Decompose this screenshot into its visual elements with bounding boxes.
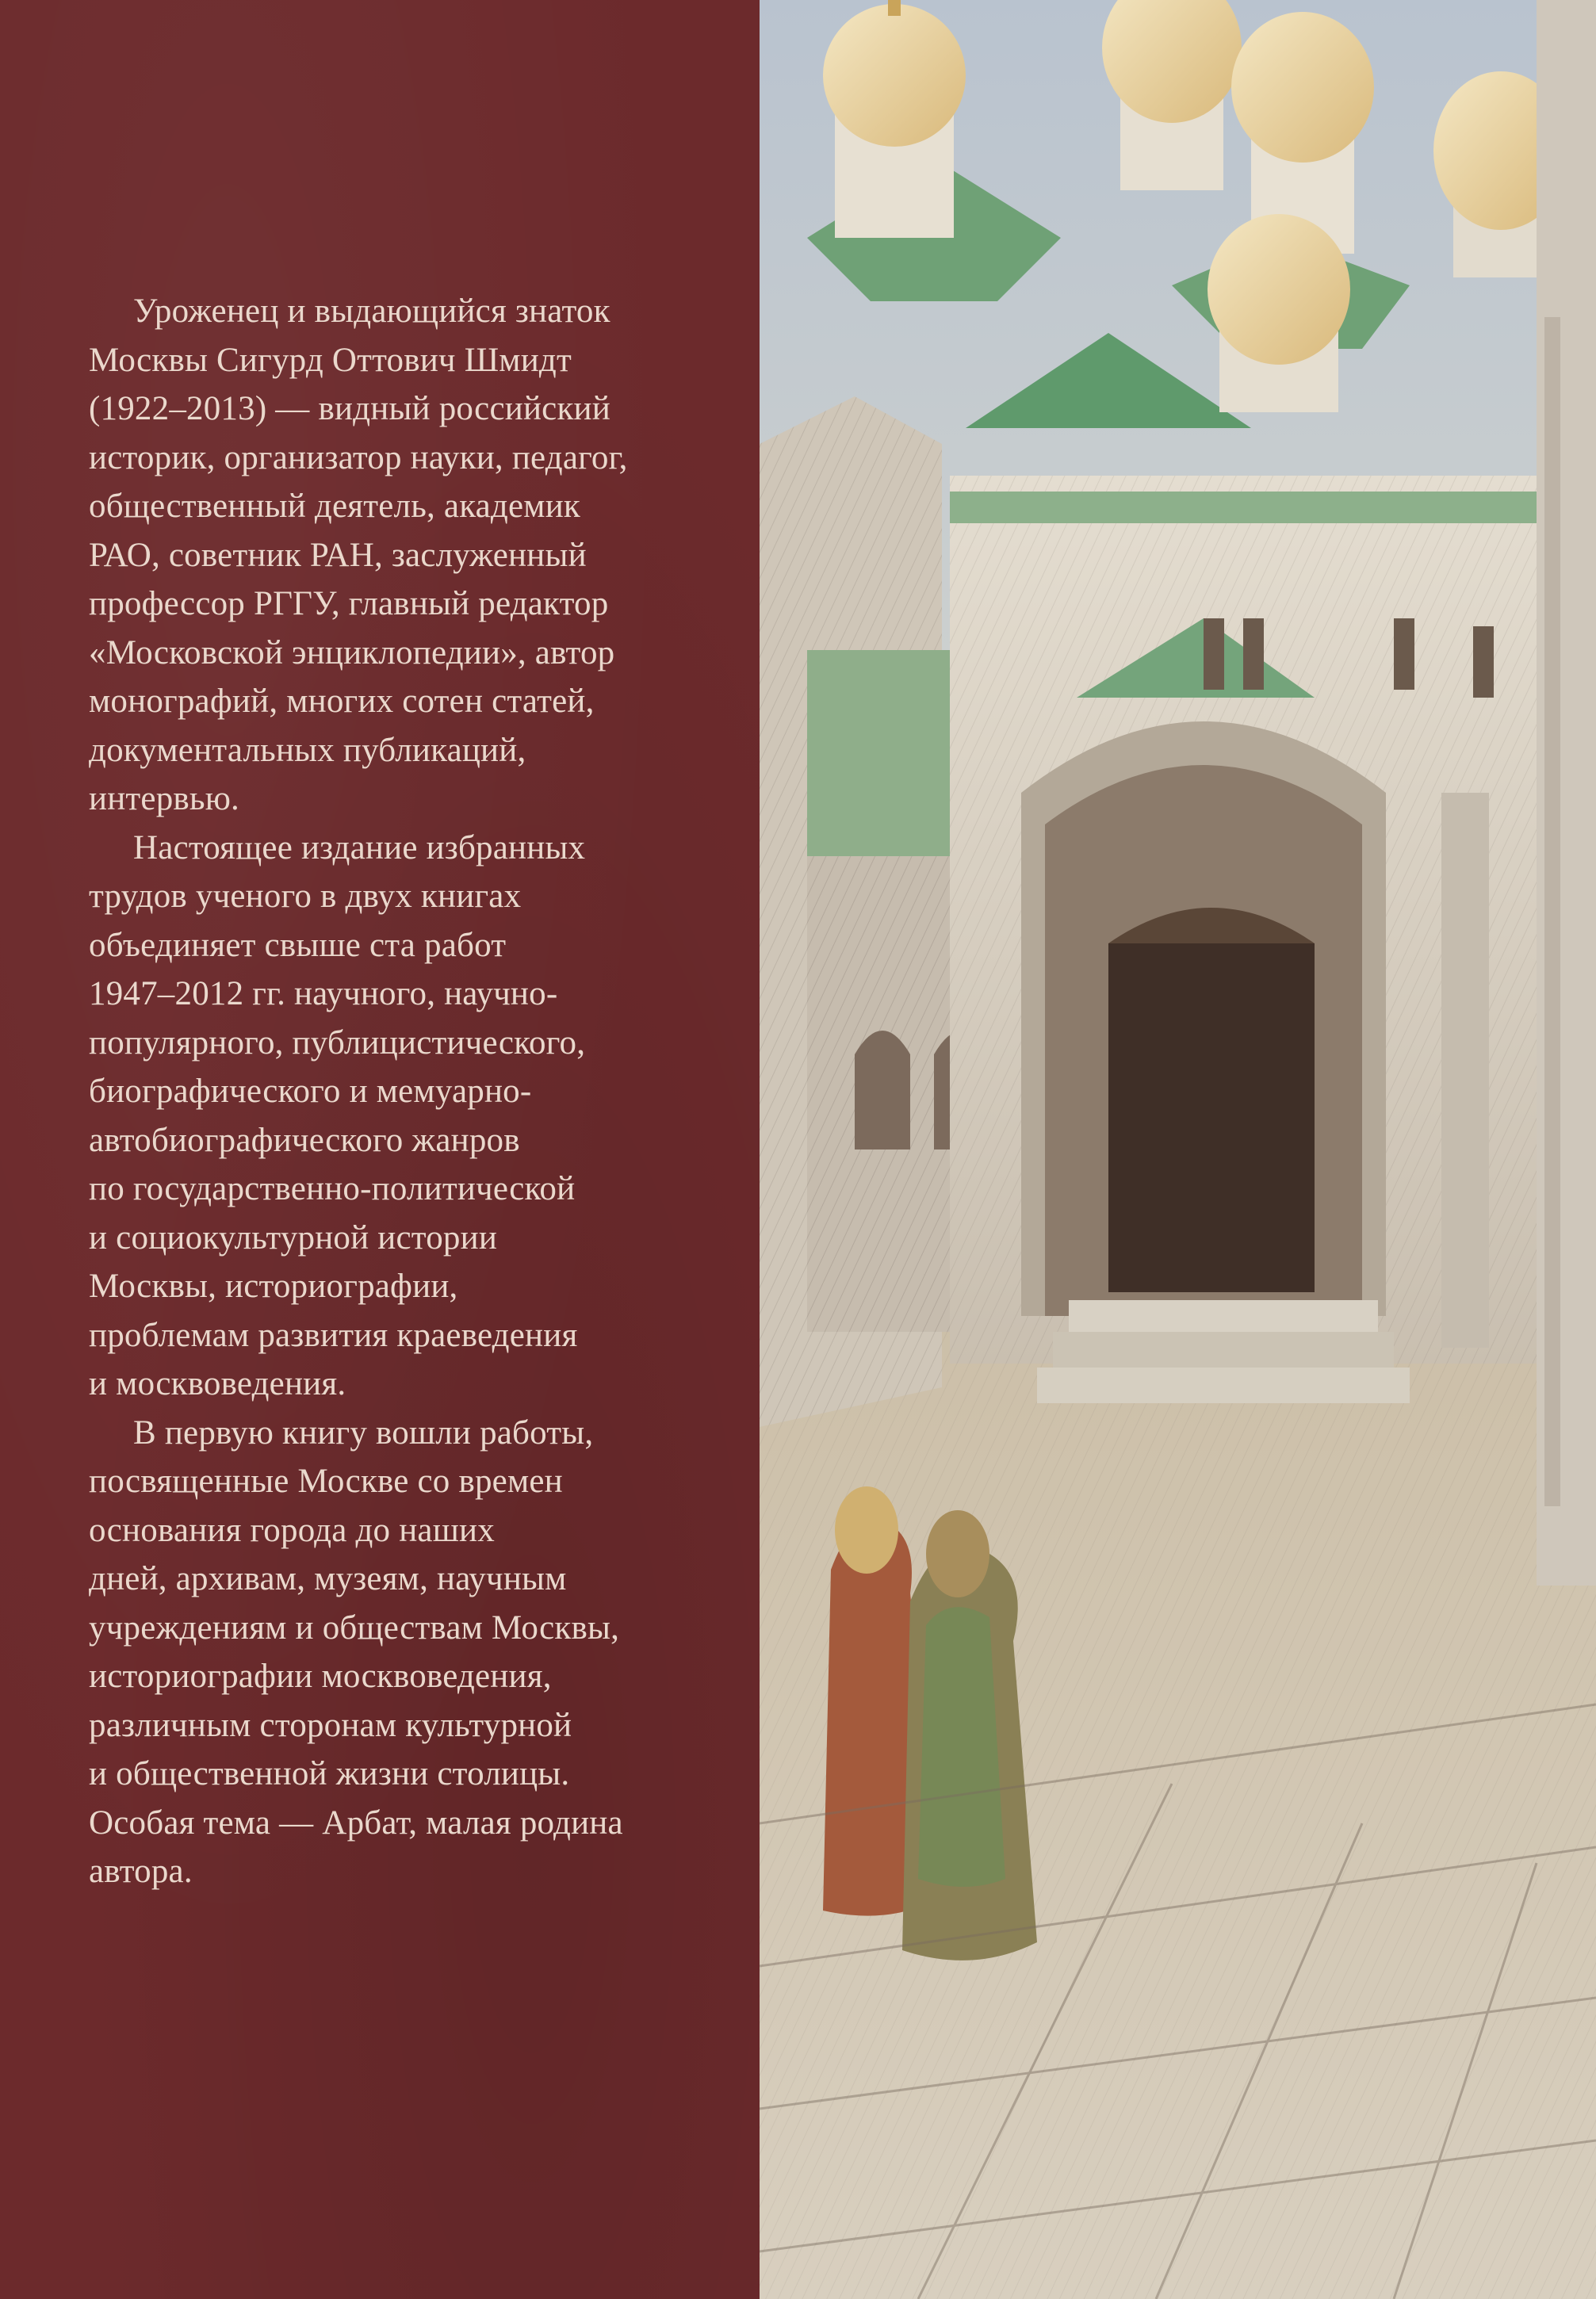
text-line: РАО, советник РАН, заслуженный	[89, 536, 587, 574]
text-line: общественный деятель, академик	[89, 488, 581, 525]
text-line: монографий, многих сотен статей,	[89, 683, 595, 720]
text-line: Особая тема — Арбат, малая родина	[89, 1804, 623, 1842]
text-line: автора.	[89, 1853, 193, 1890]
text-line: интервью.	[89, 780, 239, 817]
text-line: «Московской энциклопедии», автор	[89, 633, 615, 671]
text-line: и социокультурной истории	[89, 1218, 498, 1257]
text-line: профессор РГГУ, главный редактор	[89, 585, 609, 622]
text-line: автобиографического жанров	[89, 1121, 520, 1159]
text-line: Москвы, историографии,	[89, 1268, 458, 1305]
text-line: документальных публикаций,	[89, 731, 526, 769]
text-line: учреждениям и обществам Москвы,	[89, 1609, 620, 1647]
text-line: и москвоведения.	[89, 1365, 346, 1402]
paragraph-3	[89, 1409, 723, 1896]
text-line: популярного, публицистического,	[89, 1023, 586, 1062]
text-line: Уроженец и выдающийся знаток	[133, 293, 610, 330]
text-line: посвященные Москве со времен	[89, 1463, 563, 1500]
text-line: историографии москвоведения,	[89, 1658, 552, 1695]
text-line: В первую книгу вошли работы,	[133, 1413, 594, 1452]
text-line: Настоящее издание избранных	[133, 828, 586, 866]
text-line: по государственно-политической	[89, 1170, 576, 1207]
annotation-text	[89, 287, 723, 1896]
text-line: различным сторонам культурной	[89, 1706, 572, 1744]
text-line: основания города до наших	[89, 1511, 495, 1549]
paragraph-1	[89, 287, 723, 824]
text-line: Москвы Сигурд Оттович Шмидт	[89, 341, 572, 379]
text-line: историк, организатор науки, педагог,	[89, 438, 628, 476]
text-line: и общественной жизни столицы.	[89, 1755, 570, 1792]
text-line: (1922–2013) — видный российский	[89, 390, 610, 427]
text-line: проблемам развития краеведения	[89, 1316, 578, 1354]
text-line: 1947–2012 гг. научного, научно-	[89, 975, 558, 1012]
paragraph-2	[89, 824, 723, 1409]
text-line: дней, архивам, музеям, научным	[89, 1560, 567, 1597]
text-line: объединяет свыше ста работ	[89, 926, 507, 964]
annotation-panel	[0, 0, 760, 2299]
cover-illustration	[760, 0, 1596, 2299]
text-line: трудов ученого в двух книгах	[89, 878, 522, 915]
church-watercolor-image	[760, 0, 1596, 2299]
text-line: биографического и мемуарно-	[89, 1073, 532, 1110]
